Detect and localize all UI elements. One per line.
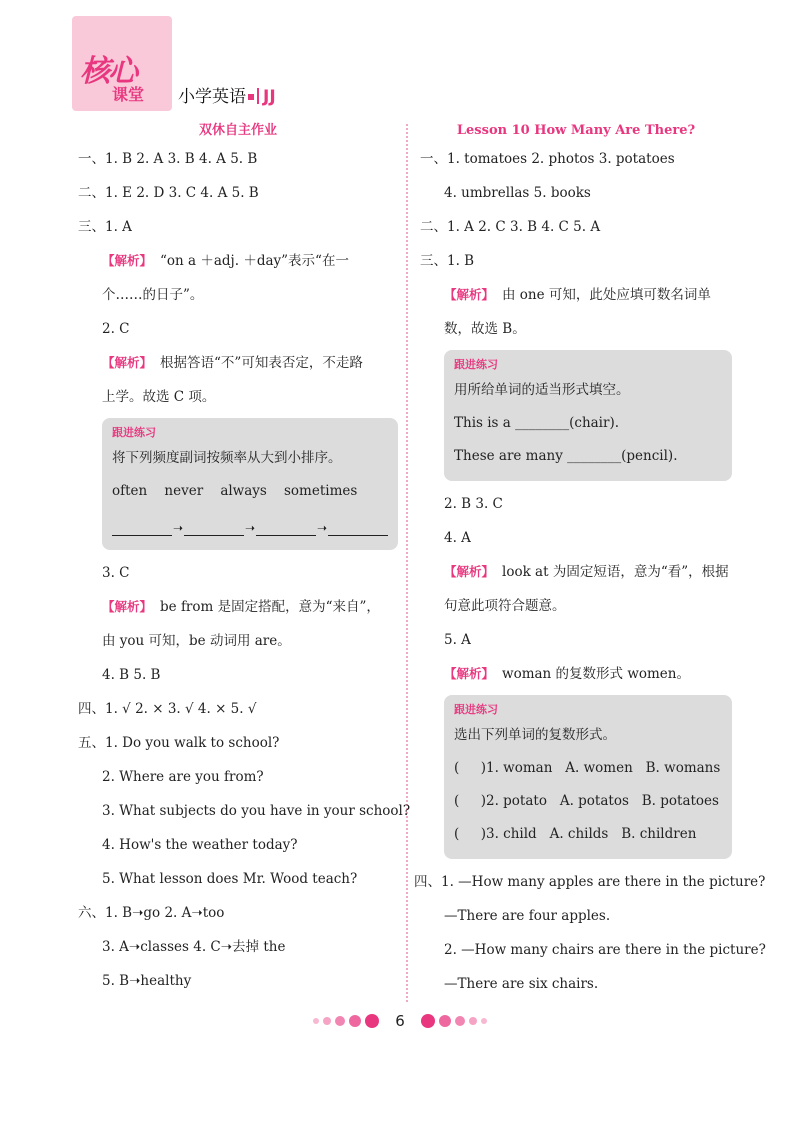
answer-line: 一、1. tomatoes 2. photos 3. potatoes	[420, 151, 675, 167]
analysis-tag: 【解析】	[102, 599, 153, 614]
answer-line: —There are six chairs.	[444, 976, 599, 992]
decorative-dots-left	[313, 1014, 379, 1028]
separator-bar	[257, 88, 259, 104]
answer-line: 四、1. √ 2. × 3. √ 4. × 5. √	[78, 701, 257, 717]
dot-icon	[421, 1014, 435, 1028]
dot-icon	[335, 1016, 345, 1026]
answer-line: 二、1. A 2. C 3. B 4. C 5. A	[420, 219, 601, 235]
page-footer	[0, 1012, 800, 1032]
square-marker-icon	[248, 94, 254, 100]
answer-line: 三、1. A	[78, 219, 132, 235]
logo-main-text: 核心	[80, 54, 136, 89]
answer-line: 4. How's the weather today?	[102, 837, 298, 853]
answer-line: 四、1. —How many apples are there in the picture?	[414, 874, 766, 890]
answer-line: 五、1. Do you walk to school?	[78, 735, 280, 751]
analysis-tag: 【解析】	[102, 355, 153, 370]
practice-line: These are many ________(pencil).	[454, 448, 678, 464]
decorative-dots-right	[421, 1014, 487, 1028]
dot-icon	[365, 1014, 379, 1028]
answer-line: 2. C	[102, 321, 130, 337]
right-column-title: Lesson 10 How Many Are There?	[456, 123, 696, 138]
answer-line: 4. umbrellas 5. books	[444, 185, 591, 201]
analysis-text: woman 的复数形式 women。	[502, 666, 690, 682]
dot-icon	[455, 1016, 465, 1026]
analysis-tag: 【解析】	[102, 253, 153, 268]
answer-line: 2. —How many chairs are there in the picture?	[444, 942, 766, 958]
analysis-text: 由 one 可知，此处应填可数名词单	[502, 287, 711, 303]
ordering-blanks	[112, 514, 388, 542]
arrow-icon: ➝	[244, 521, 256, 535]
answer-blank	[256, 521, 316, 536]
analysis-tag: 【解析】	[444, 564, 495, 579]
grade-code: JJ	[263, 87, 276, 107]
answer-line: 二、1. E 2. D 3. C 4. A 5. B	[78, 185, 259, 201]
answer-line: 三、1. B	[420, 253, 475, 269]
dot-icon	[323, 1017, 331, 1025]
analysis-line	[420, 555, 732, 589]
logo	[72, 16, 172, 111]
analysis-line	[420, 278, 732, 312]
dot-icon	[349, 1015, 361, 1027]
right-column	[414, 120, 766, 1001]
practice-box	[444, 350, 732, 481]
practice-line: ( )2. potato A. potatos B. potatoes	[454, 793, 719, 809]
subject-label	[178, 82, 276, 107]
practice-line: This is a ________(chair).	[454, 415, 620, 431]
practice-box	[102, 418, 398, 550]
answer-line: 3. C	[102, 565, 130, 581]
analysis-text: “on a ＋adj. ＋day”表示“在一	[160, 253, 349, 269]
answer-blank	[328, 521, 388, 536]
page-header	[72, 16, 472, 116]
left-column-title: 双休自主作业	[198, 123, 277, 138]
subject-name: 小学英语	[178, 87, 246, 107]
answer-blank	[184, 521, 244, 536]
practice-title: 跟进练习	[454, 703, 498, 716]
dot-icon	[469, 1017, 477, 1025]
practice-line: ( )1. woman A. women B. womans	[454, 760, 721, 776]
practice-line: ( )3. child A. childs B. children	[454, 826, 697, 842]
answer-line: 4. B 5. B	[102, 667, 161, 683]
arrow-icon: ➝	[316, 521, 328, 535]
analysis-line: 个……的日子”。	[102, 287, 204, 303]
answer-line: 3. What subjects do you have in your school?	[102, 803, 411, 819]
answer-line: 4. A	[444, 530, 471, 546]
answer-line: 5. What lesson does Mr. Wood teach?	[102, 871, 358, 887]
answer-line: 六、1. B➝go 2. A➝too	[78, 905, 225, 921]
practice-line: 用所给单词的适当形式填空。	[454, 382, 630, 398]
practice-line: 选出下列单词的复数形式。	[454, 727, 616, 743]
answer-line: 2. Where are you from?	[102, 769, 264, 785]
analysis-line: 由 you 可知，be 动词用 are。	[102, 633, 291, 649]
answer-line: —There are four apples.	[444, 908, 611, 924]
analysis-text: look at 为固定短语，意为“看”，根据	[502, 564, 729, 580]
practice-box	[444, 695, 732, 859]
analysis-line	[78, 590, 398, 624]
answer-line: 3. A➝classes 4. C➝去掉 the	[102, 939, 286, 955]
analysis-line	[420, 657, 732, 691]
dot-icon	[439, 1015, 451, 1027]
practice-words: often never always sometimes	[112, 483, 358, 499]
analysis-line	[78, 346, 398, 380]
left-column	[78, 120, 411, 998]
analysis-line: 句意此项符合题意。	[444, 598, 566, 614]
analysis-text: be from 是固定搭配，意为“来自”，	[160, 599, 380, 615]
answer-line: 5. B➝healthy	[102, 973, 192, 989]
answer-line: 一、1. B 2. A 3. B 4. A 5. B	[78, 151, 258, 167]
analysis-tag: 【解析】	[444, 287, 495, 302]
analysis-text: 根据答语“不”可知表否定，不走路	[160, 355, 363, 371]
practice-title: 跟进练习	[454, 358, 498, 371]
page-number: 6	[395, 1012, 405, 1030]
practice-title: 跟进练习	[112, 426, 156, 439]
analysis-line: 上学。故选 C 项。	[102, 389, 216, 405]
analysis-tag: 【解析】	[444, 666, 495, 681]
practice-instruction: 将下列频度副词按频率从大到小排序。	[112, 450, 342, 466]
logo-sub-text: 课堂	[112, 85, 145, 104]
analysis-line	[78, 244, 398, 278]
answer-line: 5. A	[444, 632, 471, 648]
dot-icon	[313, 1018, 319, 1024]
analysis-line: 数，故选 B。	[444, 321, 526, 337]
dot-icon	[481, 1018, 487, 1024]
answer-blank	[112, 521, 172, 536]
column-divider	[406, 124, 408, 1002]
answer-line: 2. B 3. C	[444, 496, 503, 512]
arrow-icon: ➝	[172, 521, 184, 535]
